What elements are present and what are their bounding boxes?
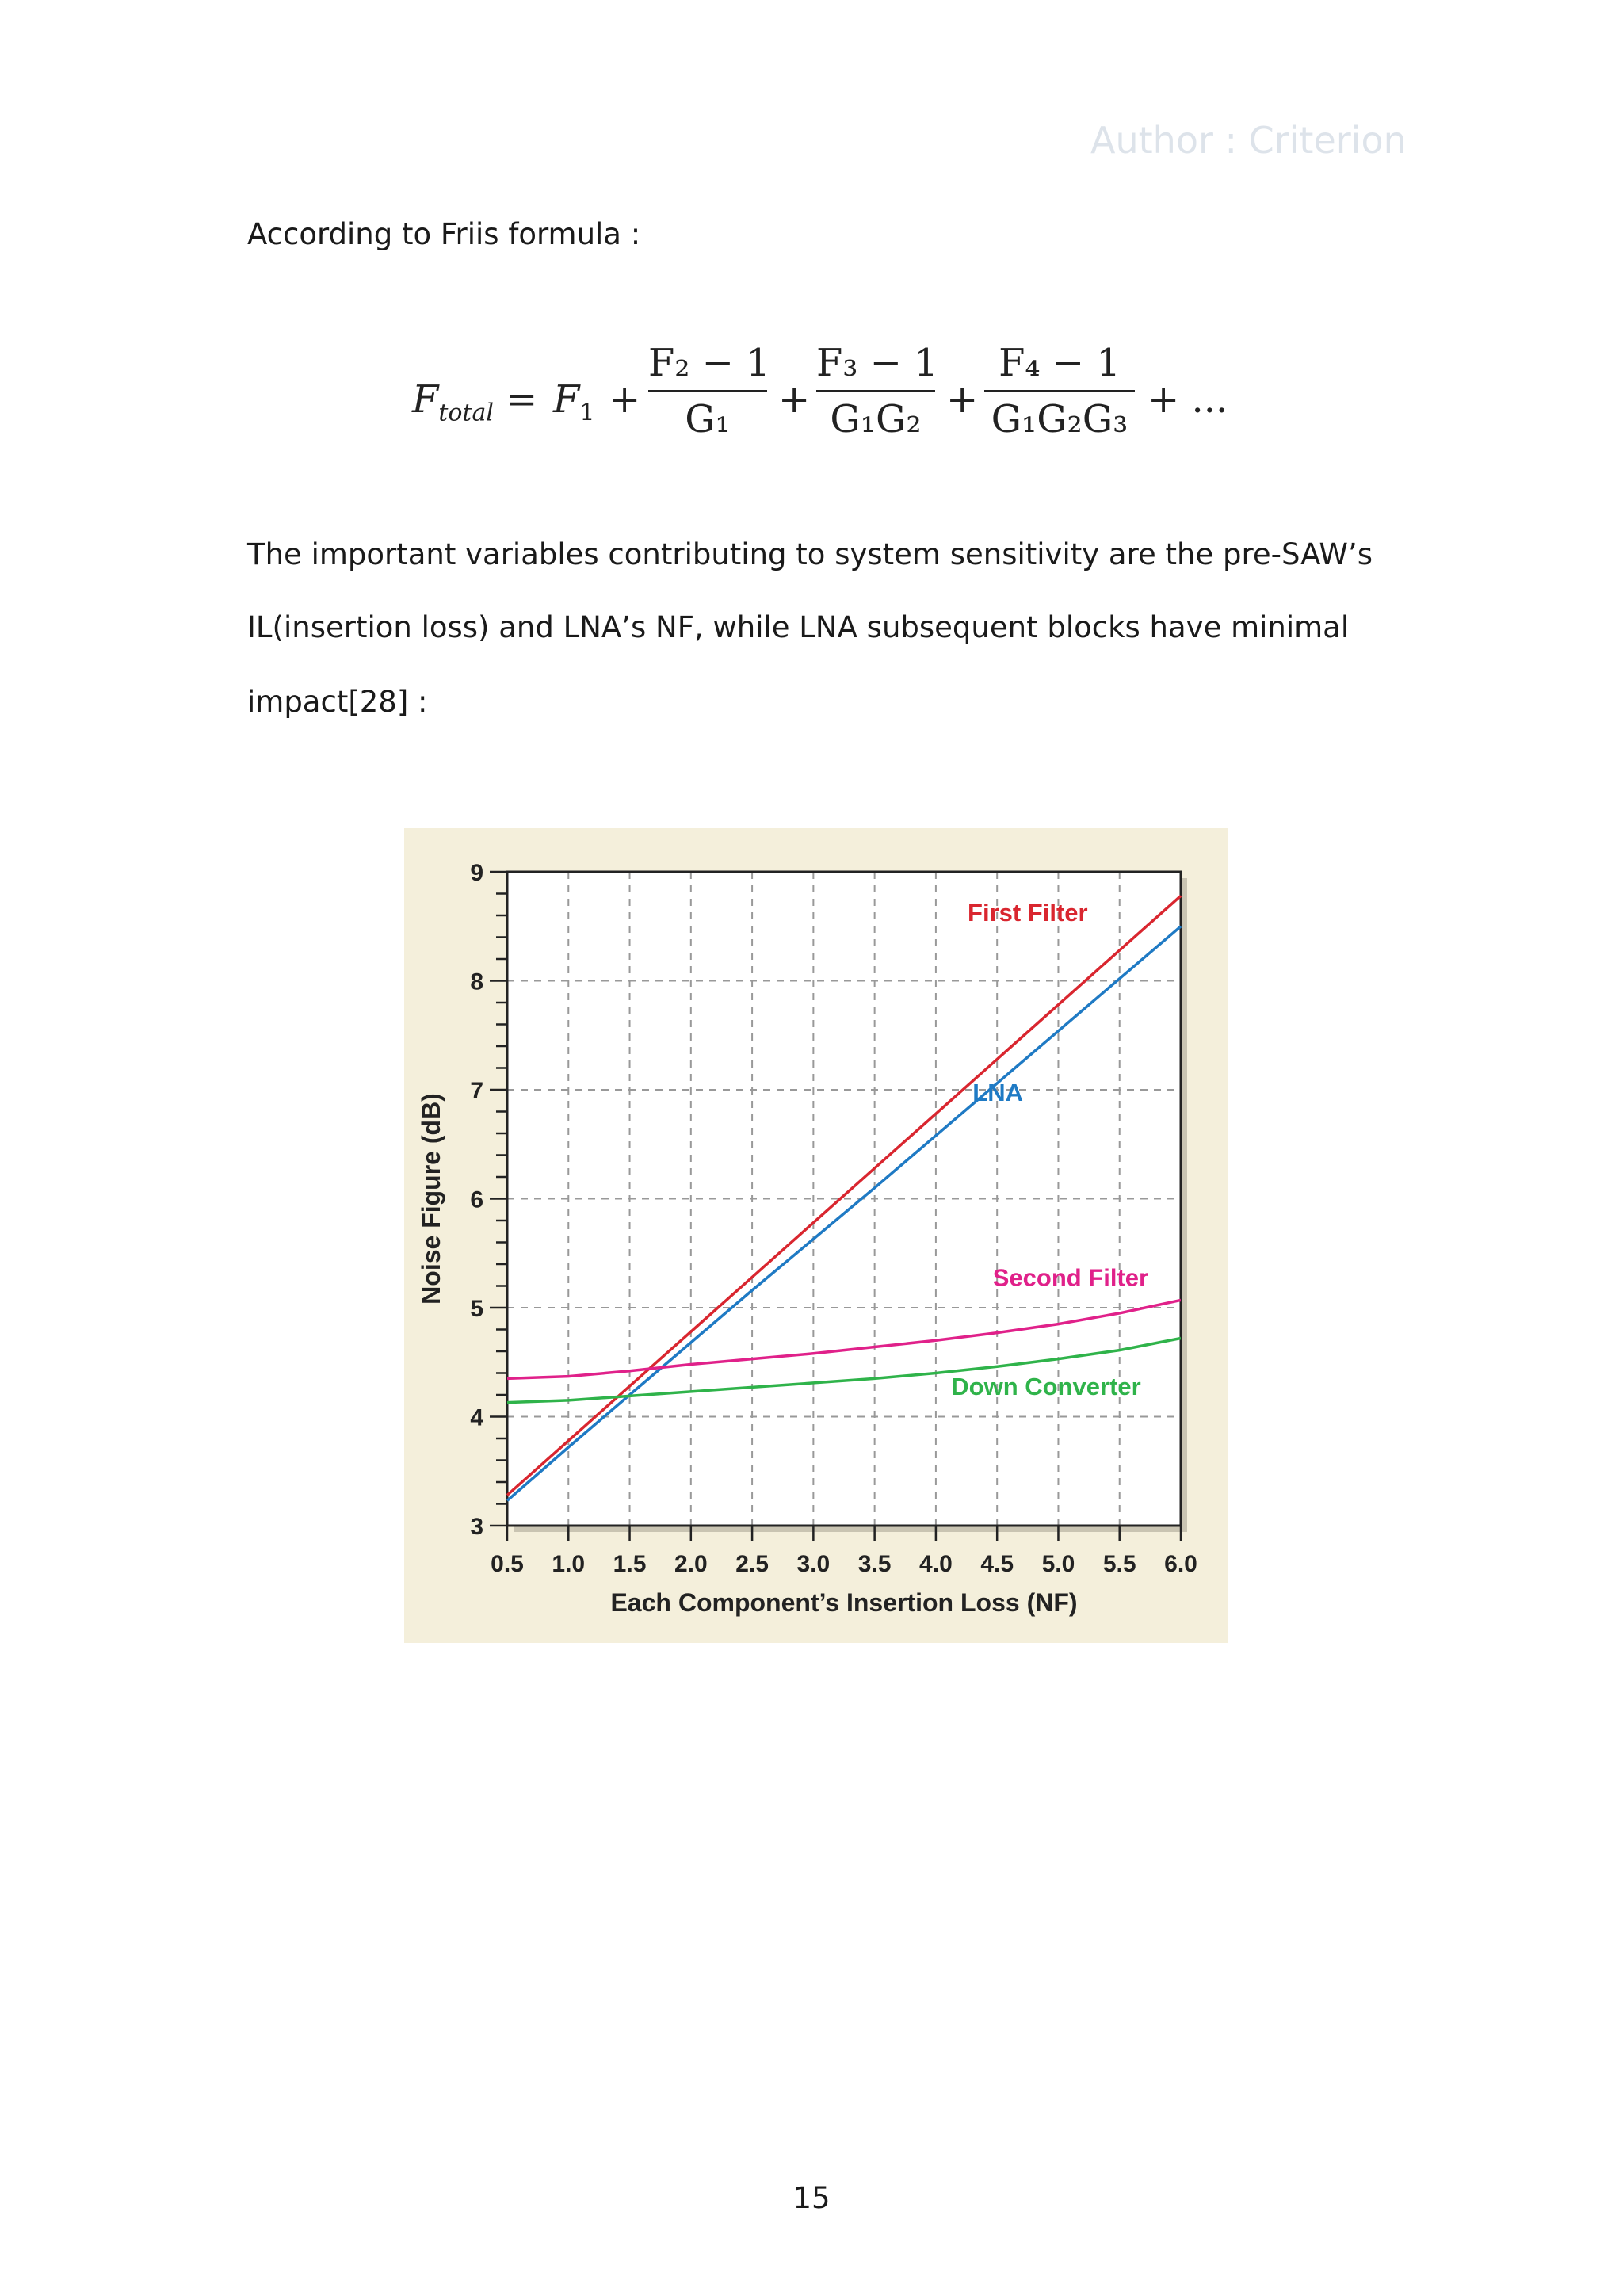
- x-tick-label: 4.5: [980, 1551, 1014, 1577]
- x-tick-label: 2.5: [735, 1551, 769, 1577]
- x-tick-label: 0.5: [491, 1551, 524, 1577]
- formula-ellipsis: + ...: [1148, 377, 1228, 422]
- y-tick-label: 3: [470, 1514, 483, 1540]
- body-line-1: The important variables contributing to system sensitivity are the pre-SAW’s: [247, 537, 1373, 571]
- page-number: 15: [792, 2181, 831, 2215]
- series-label: LNA: [972, 1078, 1023, 1106]
- x-tick-label: 3.0: [796, 1551, 831, 1577]
- x-tick-label: 3.5: [857, 1551, 892, 1577]
- x-axis-label: Each Component’s Insertion Loss (NF): [610, 1588, 1078, 1617]
- x-tick-label: 4.0: [919, 1551, 953, 1577]
- formula-plus-2: +: [778, 377, 811, 422]
- chart-svg: [404, 828, 1228, 1643]
- formula-first-term: $F_1$: [553, 377, 595, 427]
- x-tick-label: 2.0: [674, 1551, 708, 1577]
- formula-term-3: F₄ − 1 G₁G₂G₃: [984, 341, 1135, 441]
- formula-equals: =: [506, 377, 538, 422]
- intro-text: According to Friis formula :: [247, 217, 641, 251]
- y-tick-label: 8: [470, 968, 483, 995]
- x-tick-label: 1.5: [613, 1551, 647, 1577]
- y-axis-label: Noise Figure (dB): [417, 1093, 445, 1305]
- formula-term-1: F₂ − 1 G₁: [648, 341, 770, 441]
- author-watermark: Author : Criterion: [1090, 119, 1407, 162]
- formula-lhs: $F_{total}$: [412, 377, 494, 427]
- series-label: Second Filter: [992, 1263, 1149, 1292]
- body-line-3: impact[28] :: [247, 685, 428, 719]
- y-tick-label: 6: [470, 1186, 483, 1213]
- y-tick-label: 9: [470, 860, 483, 886]
- x-tick-label: 5.0: [1041, 1551, 1075, 1577]
- x-tick-label: 5.5: [1102, 1551, 1136, 1577]
- x-tick-label: 6.0: [1164, 1551, 1197, 1577]
- x-tick-label: 1.0: [552, 1551, 586, 1577]
- formula-plus-3: +: [946, 377, 979, 422]
- y-tick-label: 7: [470, 1078, 483, 1104]
- formula-term-2: F₃ − 1 G₁G₂: [816, 341, 938, 441]
- formula-plus-1: +: [609, 377, 641, 422]
- y-tick-label: 4: [470, 1404, 483, 1431]
- series-label: First Filter: [968, 898, 1088, 926]
- body-line-2: IL(insertion loss) and LNA’s NF, while LNA subsequent blocks have minimal: [247, 610, 1350, 644]
- series-label: Down Converter: [951, 1373, 1141, 1400]
- noise-figure-chart: [404, 828, 1228, 1643]
- y-tick-label: 5: [470, 1296, 483, 1322]
